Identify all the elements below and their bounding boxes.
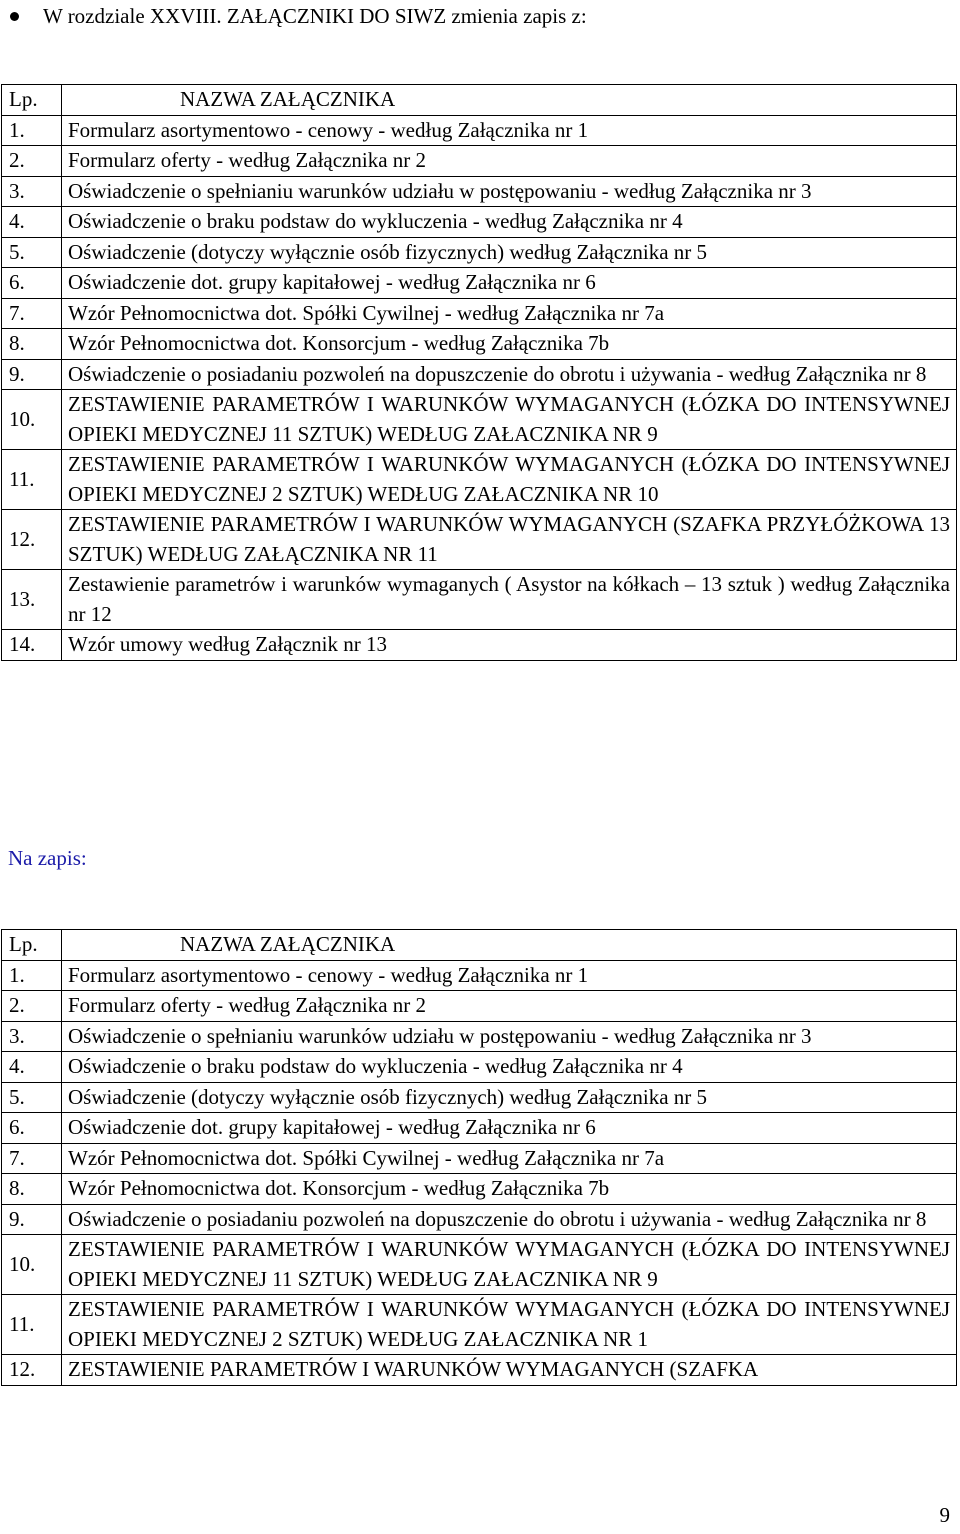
- intro-line: [10, 2, 587, 30]
- attachment-name: Formularz asortymentowo - cenowy - według Załącznika nr 1: [62, 960, 957, 991]
- row-number: 11.: [2, 1295, 62, 1355]
- table-row: [2, 237, 957, 268]
- attachment-name: Wzór Pełnomocnictwa dot. Spółki Cywilnej - według Załącznika nr 7a: [62, 298, 957, 329]
- row-number: 4.: [2, 207, 62, 238]
- attachment-name: Wzór umowy według Załącznik nr 13: [62, 630, 957, 661]
- table-body: [2, 960, 957, 1385]
- row-number: 6.: [2, 268, 62, 299]
- row-number: 2.: [2, 146, 62, 177]
- attachment-name: ZESTAWIENIE PARAMETRÓW I WARUNKÓW WYMAGANYCH (ŁÓZKA DO INTENSYWNEJ OPIEKI MEDYCZNEJ 11 SZTUK) WEDŁUG ZAŁACZNIKA NR 9: [62, 1235, 957, 1295]
- na-zapis-heading: Na zapis:: [8, 846, 87, 870]
- row-number: 1.: [2, 115, 62, 146]
- row-number: 9.: [2, 1204, 62, 1235]
- table-row: [2, 1295, 957, 1355]
- row-number: 4.: [2, 1052, 62, 1083]
- row-number: 6.: [2, 1113, 62, 1144]
- row-number: 5.: [2, 1082, 62, 1113]
- table-row: [2, 510, 957, 570]
- table-row: [2, 1174, 957, 1205]
- table-row: [2, 1021, 957, 1052]
- attachment-name: Oświadczenie o spełnianiu warunków udziału w postępowaniu - według Załącznika nr 3: [62, 1021, 957, 1052]
- row-number: 1.: [2, 960, 62, 991]
- row-number: 12.: [2, 1355, 62, 1386]
- attachment-name: ZESTAWIENIE PARAMETRÓW I WARUNKÓW WYMAGANYCH (SZAFKA PRZYŁÓŻKOWA 13 SZTUK) WEDŁUG ZAŁĄCZNIKA NR 11: [62, 510, 957, 570]
- table-row: [2, 146, 957, 177]
- bullet-icon: [10, 12, 19, 21]
- table-row: [2, 1082, 957, 1113]
- row-number: 8.: [2, 1174, 62, 1205]
- attachment-name: ZESTAWIENIE PARAMETRÓW I WARUNKÓW WYMAGANYCH (ŁÓZKA DO INTENSYWNEJ OPIEKI MEDYCZNEJ 11 SZTUK) WEDŁUG ZAŁACZNIKA NR 9: [62, 390, 957, 450]
- attachment-name: Oświadczenie o braku podstaw do wykluczenia - według Załącznika nr 4: [62, 207, 957, 238]
- table-row: [2, 390, 957, 450]
- row-number: 10.: [2, 390, 62, 450]
- attachment-name: Wzór Pełnomocnictwa dot. Spółki Cywilnej - według Załącznika nr 7a: [62, 1143, 957, 1174]
- attachment-name: Wzór Pełnomocnictwa dot. Konsorcjum - według Załącznika 7b: [62, 1174, 957, 1205]
- row-number: 9.: [2, 359, 62, 390]
- attachment-name: Zestawienie parametrów i warunków wymaganych ( Asystor na kółkach – 13 sztuk ) według Załącznika nr 12: [62, 570, 957, 630]
- row-number: 3.: [2, 1021, 62, 1052]
- table-row: [2, 1235, 957, 1295]
- attachment-name: Oświadczenie o spełnianiu warunków udziału w postępowaniu - według Załącznika nr 3: [62, 176, 957, 207]
- row-number: 14.: [2, 630, 62, 661]
- table-body: [2, 115, 957, 660]
- table-header-row: [2, 930, 957, 961]
- table-row: [2, 1143, 957, 1174]
- row-number: 7.: [2, 1143, 62, 1174]
- attachment-name: Formularz oferty - według Załącznika nr 2: [62, 991, 957, 1022]
- column-header-name: NAZWA ZAŁĄCZNIKA: [62, 85, 957, 116]
- row-number: 7.: [2, 298, 62, 329]
- table-row: [2, 1052, 957, 1083]
- attachments-table-new: [1, 929, 957, 1386]
- table-header-row: [2, 85, 957, 116]
- row-number: 3.: [2, 176, 62, 207]
- row-number: 11.: [2, 450, 62, 510]
- row-number: 5.: [2, 237, 62, 268]
- table-row: [2, 1355, 957, 1386]
- attachment-name: ZESTAWIENIE PARAMETRÓW I WARUNKÓW WYMAGANYCH (SZAFKA: [62, 1355, 957, 1386]
- table-row: [2, 960, 957, 991]
- attachment-name: Oświadczenie dot. grupy kapitałowej - według Załącznika nr 6: [62, 268, 957, 299]
- table-row: [2, 450, 957, 510]
- attachment-name: Formularz asortymentowo - cenowy - według Załącznika nr 1: [62, 115, 957, 146]
- row-number: 2.: [2, 991, 62, 1022]
- table-row: [2, 207, 957, 238]
- row-number: 12.: [2, 510, 62, 570]
- table-row: [2, 1113, 957, 1144]
- attachment-name: Oświadczenie o posiadaniu pozwoleń na dopuszczenie do obrotu i używania - według Załącznika nr 8: [62, 1204, 957, 1235]
- intro-text: W rozdziale XXVIII. ZAŁĄCZNIKI DO SIWZ zmienia zapis z:: [43, 3, 587, 28]
- table-row: [2, 570, 957, 630]
- row-number: 8.: [2, 329, 62, 360]
- column-header-lp: Lp.: [2, 930, 62, 961]
- row-number: 10.: [2, 1235, 62, 1295]
- table-row: [2, 268, 957, 299]
- attachment-name: Wzór Pełnomocnictwa dot. Konsorcjum - według Załącznika 7b: [62, 329, 957, 360]
- table-row: [2, 176, 957, 207]
- table-row: [2, 329, 957, 360]
- table-row: [2, 298, 957, 329]
- attachment-name: Oświadczenie (dotyczy wyłącznie osób fizycznych) według Załącznika nr 5: [62, 237, 957, 268]
- table-row: [2, 115, 957, 146]
- attachment-name: Oświadczenie dot. grupy kapitałowej - według Załącznika nr 6: [62, 1113, 957, 1144]
- table-row: [2, 630, 957, 661]
- column-header-lp: Lp.: [2, 85, 62, 116]
- attachments-table-old: [1, 84, 957, 661]
- table-row: [2, 359, 957, 390]
- row-number: 13.: [2, 570, 62, 630]
- attachment-name: Formularz oferty - według Załącznika nr 2: [62, 146, 957, 177]
- attachment-name: ZESTAWIENIE PARAMETRÓW I WARUNKÓW WYMAGANYCH (ŁÓZKA DO INTENSYWNEJ OPIEKI MEDYCZNEJ 2 SZTUK) WEDŁUG ZAŁACZNIKA NR 1: [62, 1295, 957, 1355]
- table-row: [2, 991, 957, 1022]
- attachment-name: Oświadczenie (dotyczy wyłącznie osób fizycznych) według Załącznika nr 5: [62, 1082, 957, 1113]
- attachment-name: Oświadczenie o posiadaniu pozwoleń na dopuszczenie do obrotu i używania - według Załącznika nr 8: [62, 359, 957, 390]
- column-header-name: NAZWA ZAŁĄCZNIKA: [62, 930, 957, 961]
- attachment-name: ZESTAWIENIE PARAMETRÓW I WARUNKÓW WYMAGANYCH (ŁÓZKA DO INTENSYWNEJ OPIEKI MEDYCZNEJ 2 SZTUK) WEDŁUG ZAŁACZNIKA NR 10: [62, 450, 957, 510]
- attachment-name: Oświadczenie o braku podstaw do wykluczenia - według Załącznika nr 4: [62, 1052, 957, 1083]
- page-number: 9: [939, 1503, 950, 1527]
- table-row: [2, 1204, 957, 1235]
